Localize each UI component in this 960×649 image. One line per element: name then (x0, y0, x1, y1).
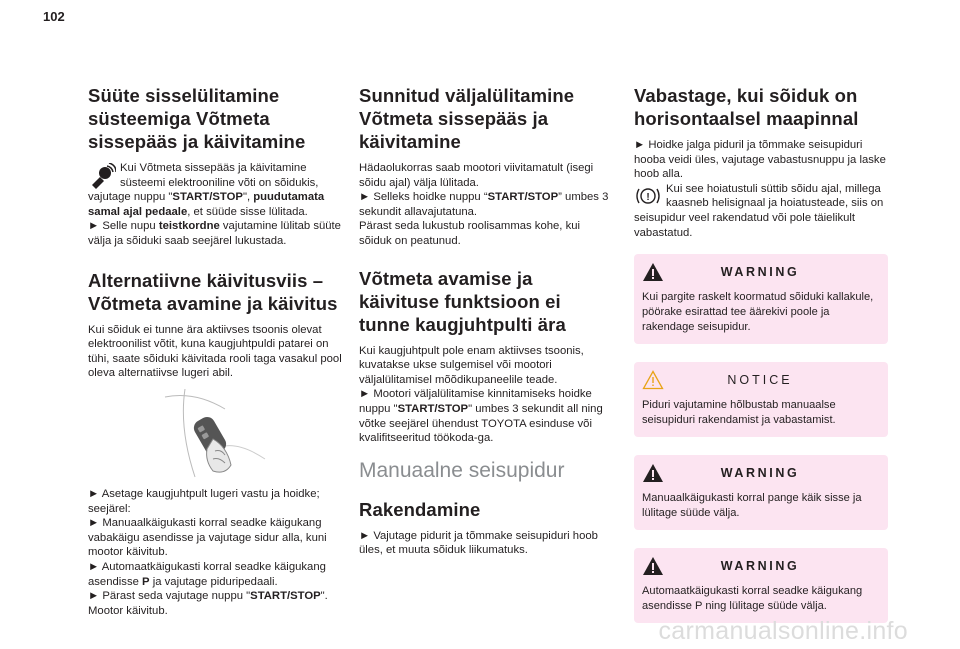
keyless-key-icon (88, 163, 116, 189)
column-1: Süüte sisselülitamine süsteemiga Võtmeta sissepääs ja käivitamine Kui Võtmeta sissepääs ja käivitamine süsteemi elektrooniline võti on sõidukis, vajutage nuppu "START/STOP", puudutamata samal ajal pedaale, et süüde sisse lülitada. ► Selle nupu teistkordne vajutamine lülitab süüte välja ja sõiduki saab seejärel lukustada. Alternatiivne käivitusviis – Võtmeta avamine ja käivitus Kui sõiduk ei tunne ära aktiivses tsoonis olevat elektroonilist võtit, kuna kaugjuhtpuldi patarei on tühi, saate sõiduki käivitada rooli taga vasakul pool oleva alternatiivse lugeri abil. ► Asetage kaugjuhtpult lugeri vastu ja hoidke; seejärel: ► Manuaalkäigukasti korral seadke käigukang vabakäigu asendisse ja vajutage sidur alla, kuni mootor käivitub. ► Automaatkäigukasti korral seadke käigukang asendisse P ja vajutage piduripedaali. ► Pärast seda vajutage nuppu "START/STOP". Mootor käivitub. (88, 85, 342, 617)
notice-triangle-icon (642, 370, 664, 390)
parking-brake-warning-icon (634, 184, 662, 210)
notice-box: NOTICE Piduri vajutamine hõlbustab manuaalse seisupiduri rakendamist ja vabastamist. (634, 362, 888, 437)
section-title: Alternatiivne käivitusviis – Võtmeta avamine ja käivitus (88, 269, 338, 314)
chapter-heading: Manuaalne seisupidur (359, 458, 565, 482)
remote-reader-illustration (155, 389, 275, 481)
warning-box: WARNING Automaatkäigukasti korral seadke käigukang asendisse P ning lülitage süüde välja. (634, 548, 888, 623)
watermark: carmanualsonline.info (658, 617, 908, 645)
section-title: Süüte sisselülitamine süsteemiga Võtmeta sissepääs ja käivitamine (88, 85, 306, 152)
warning-box: WARNING Manuaalkäigukasti korral pange käik sisse ja lülitage süüde välja. (634, 455, 888, 530)
warning-triangle-icon (642, 262, 664, 282)
section-title: Rakendamine (359, 498, 481, 520)
warning-triangle-icon (642, 556, 664, 576)
column-2: Sunnitud väljalülitamine Võtmeta sissepääs ja käivitamine Hädaolukorras saab mootori viivitamatult (isegi sõidu ajal) välja lülitada. ► Selleks hoidke nuppu “START/STOP” umbes 3 sekundit allavajutatuna. Pärast seda lukustub roolisammas kohe, kui sõiduk on peatunud. Võtmeta avamise ja käivituse funktsioon ei tunne kaugjuhtpulti ära Kui kaugjuhtpult pole enam aktiivses tsoonis, kuvatakse ukse sulgemisel või mootori väljalülitamisel mõõdikupaneelile teade. ► Mootori väljalülitamise kinnitamiseks hoidke nuppu "START/STOP" umbes 3 sekundit all ning võtke seejärel ühendust TOYOTA esinduse või kvalifitseeritud töökoda-ga. Manuaalne seisupidur Rakendamine ► Vajutage pidurit ja tõmmake seisupiduri hoob üles, et muuta sõiduk liikumatuks. (359, 84, 613, 558)
svg-text:!: ! (646, 191, 650, 203)
section-title: Sunnitud väljalülitamine Võtmeta sissepääs ja käivitamine (359, 85, 575, 152)
paragraph: Kui sõiduk ei tunne ära aktiivses tsoonis olevat elektroonilist võtit, kuna kaugjuhtpuldi patarei on tühi, saate sõiduki käivitada rooli taga vasakul pool oleva alternatiivse lugeri abil. (88, 323, 342, 380)
section-title: Võtmeta avamise ja käivituse funktsioon ei tunne kaugjuhtpulti ära (359, 267, 566, 335)
warning-box: WARNING Kui pargite raskelt koormatud sõiduki kallakule, pöörake esirattad tee äärekivi poole ja rakendage seisupidur. (634, 254, 888, 344)
page-number: 102 (43, 9, 65, 24)
warning-light-paragraph: ! Kui see hoiatustuli süttib sõidu ajal, millega kaasneb helisignaal ja hoiatusteade, siis on seisupidur veel rakendatud või pole täielikult vabastatud. (634, 182, 884, 239)
column-3: Vabastage, kui sõiduk on horisontaalsel maapinnal ► Hoidke jalga piduril ja tõmmake seisupiduri hooba veidi üles, vajutage vabastusnuppu ja laske hoob alla. ! Kui see hoiatustuli süttib sõidu ajal, millega kaasneb helisignaal ja hoiatusteade, siis on seisupidur veel rakendatud või pole täielikult vabastatud. WARNING Kui pargite raskelt koormatud sõiduki kallakule, pöörake esirattad tee äärekivi poole ja rakendage seisupidur. NOTICE Piduri vajutamine hõlbustab manuaalse seisupiduri rakendamist ja vabastamist. WARNING Manuaalkäigukasti korral pange käik sisse ja lülitage süüde välja. WARNING Automaatkäigukasti korral seadke käigukang asendisse P ning lülitage süüde välja. (634, 84, 888, 641)
keyless-paragraph: Kui Võtmeta sissepääs ja käivitamine süsteemi elektrooniline võti on sõidukis, vajutage nuppu "START/STOP", puudutamata samal ajal pedaale, et süüde sisse lülitada. (88, 162, 325, 218)
warning-triangle-icon (642, 463, 664, 483)
section-title: Vabastage, kui sõiduk on horisontaalsel maapinnal (634, 85, 859, 129)
